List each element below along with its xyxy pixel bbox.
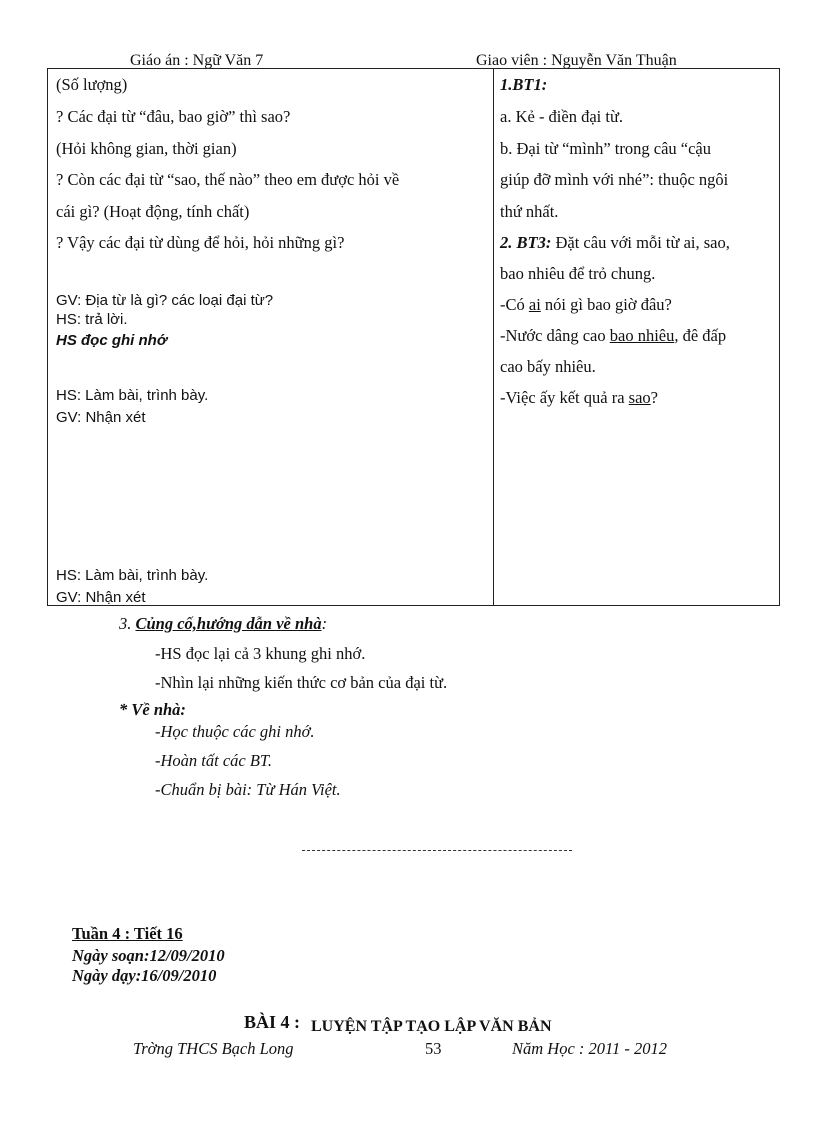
header-left: Giáo án : Ngữ Văn 7 (130, 52, 264, 69)
left-line-5: cái gì? (Hoạt động, tính chất) (56, 202, 250, 221)
example-2-underlined: bao nhiêu (609, 326, 675, 345)
gv-comment-1: GV: Nhận xét (56, 409, 146, 426)
left-line-2: ? Các đại từ “đâu, bao giờ” thì sao? (56, 107, 291, 126)
date-prepared: Ngày soạn:12/09/2010 (72, 946, 225, 965)
header-right: Giao viên : Nguyễn Văn Thuận (476, 52, 677, 69)
week-label: Tuần 4 : Tiết 16 (72, 924, 183, 943)
section3-heading (119, 614, 327, 634)
bt1-b-line3: thứ nhất. (500, 202, 559, 221)
left-line-1: (Số lượng) (56, 75, 128, 94)
left-line-3: (Hỏi không gian, thời gian) (56, 139, 237, 158)
column-divider (493, 69, 494, 605)
date-taught: Ngày dạy:16/09/2010 (72, 966, 217, 985)
section3-colon: : (321, 614, 328, 633)
bt3-text: Đặt câu với mỗi từ ai, sao, (551, 233, 730, 252)
section3-num: 3. (119, 614, 136, 633)
gv-question: GV: Địa từ là gì? các loại đại từ? (56, 292, 274, 309)
example-3-pre: -Việc ấy kết quả ra (500, 388, 629, 407)
home-item-3: -Chuẩn bị bài: Từ Hán Việt. (155, 780, 341, 799)
example-3-underlined: sao (628, 388, 651, 407)
example-2-cont: cao bấy nhiêu. (500, 357, 596, 376)
example-3-post: ? (650, 388, 658, 407)
lesson-number: BÀI 4 : (244, 1012, 301, 1032)
bt1-b-line2: giúp đỡ mình với nhé”: thuộc ngôi (500, 170, 729, 189)
bt3-cont: bao nhiêu để trỏ chung. (500, 264, 656, 283)
home-item-2: -Hoàn tất các BT. (155, 751, 273, 770)
bt1-title: 1.BT1: (500, 75, 548, 94)
footer-school: Trờng THCS Bạch Long (133, 1039, 294, 1058)
left-line-4: ? Còn các đại từ “sao, thế nào” theo em được hỏi về (56, 170, 400, 189)
left-line-6: ? Vậy các đại từ dùng để hỏi, hỏi những gì? (56, 233, 345, 252)
bt3-title: 2. BT3: (500, 233, 552, 252)
example-2 (500, 326, 726, 346)
bt1-b-line1: b. Đại từ “mình” trong câu “cậu (500, 139, 711, 158)
footer-page-number: 53 (425, 1039, 442, 1058)
hs-work-2: HS: Làm bài, trình bày. (56, 567, 209, 584)
example-1-post: nói gì bao giờ đâu? (540, 295, 672, 314)
section3-title: Củng cố,hướng dẫn về nhà (135, 614, 322, 633)
example-2-post: , đê đấp (674, 326, 727, 345)
bt1-a: a. Kẻ - điền đại từ. (500, 107, 624, 126)
footer-year: Năm Học : 2011 - 2012 (512, 1039, 668, 1058)
home-title: * Về nhà: (119, 700, 186, 719)
section3-line2: -Nhìn lại những kiến thức cơ bản của đại từ. (155, 673, 448, 692)
example-1-pre: -Có (500, 295, 529, 314)
home-item-1: -Học thuộc các ghi nhớ. (155, 722, 315, 741)
section3-line1: -HS đọc lại cả 3 khung ghi nhớ. (155, 644, 366, 663)
hs-read-note: HS đọc ghi nhớ (56, 332, 167, 349)
gv-comment-2: GV: Nhận xét (56, 589, 146, 606)
lesson-table (47, 68, 780, 606)
separator-line (302, 850, 572, 851)
example-1-underlined: ai (528, 295, 541, 314)
hs-answer: HS: trả lời. (56, 311, 128, 328)
example-1 (500, 295, 672, 315)
example-2-pre: -Nước dâng cao (500, 326, 610, 345)
bt3-line (500, 233, 730, 253)
example-3 (500, 388, 658, 408)
hs-work-1: HS: Làm bài, trình bày. (56, 387, 209, 404)
lesson-title: LUYỆN TẬP TẠO LẬP VĂN BẢN (311, 1018, 552, 1035)
